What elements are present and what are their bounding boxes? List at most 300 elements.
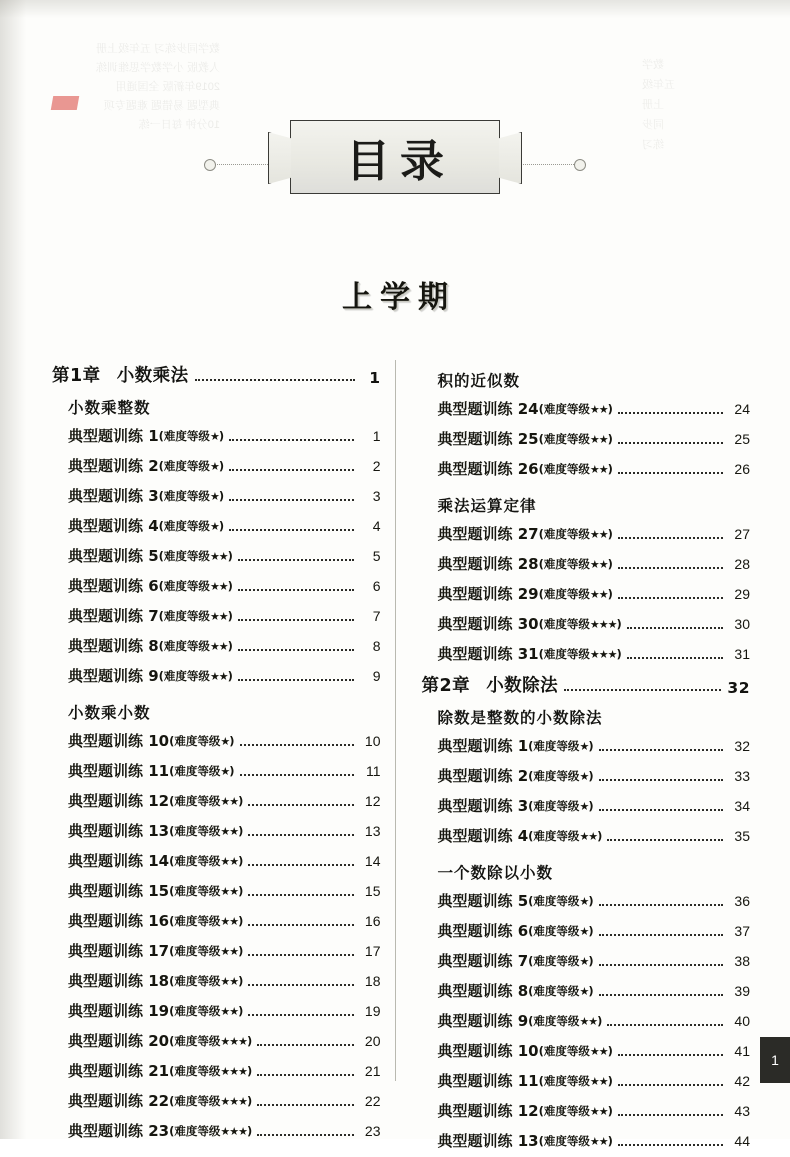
toc-entry-name: 典型题训练 5 xyxy=(68,547,159,565)
difficulty-close-paren: ) xyxy=(238,824,244,838)
toc-entry-page-number: 32 xyxy=(734,738,750,754)
difficulty-close-paren: ) xyxy=(588,954,594,968)
difficulty-text: (难度等级 xyxy=(528,954,580,968)
chapter-title: 小数除法 xyxy=(486,676,559,696)
toc-entry-name: 典型题训练 25 xyxy=(437,430,539,448)
toc-entry-row[interactable] xyxy=(438,792,751,822)
toc-entry-page-number: 18 xyxy=(364,973,381,989)
difficulty-stars-icon: ★★ xyxy=(220,1005,239,1018)
toc-entry-name: 典型题训练 26 xyxy=(437,460,539,478)
toc-section-heading: 小数乘小数 xyxy=(68,704,151,722)
difficulty-label xyxy=(159,632,233,661)
difficulty-label xyxy=(169,907,243,936)
leader-dots xyxy=(229,469,353,471)
toc-entry-name: 典型题训练 21 xyxy=(68,1062,170,1080)
difficulty-close-paren: ) xyxy=(246,1064,253,1078)
difficulty-stars-icon: ★ xyxy=(220,765,230,778)
toc-entry-name: 典型题训练 17 xyxy=(68,942,170,960)
difficulty-close-paren: ) xyxy=(227,639,233,653)
toc-entry-row[interactable] xyxy=(68,787,381,817)
difficulty-close-paren: ) xyxy=(246,1124,253,1138)
toc-entry-page-number: 11 xyxy=(365,763,381,779)
toc-entry-name: 典型题训练 2 xyxy=(437,767,529,785)
toc-entry-row[interactable] xyxy=(438,917,751,947)
difficulty-text: (难度等级 xyxy=(158,549,210,563)
toc-entry-page-number: 19 xyxy=(364,1003,381,1019)
leader-dots xyxy=(627,627,723,629)
leader-dots xyxy=(238,589,354,591)
toc-entry-row[interactable] xyxy=(438,977,751,1007)
difficulty-close-paren: ) xyxy=(607,432,613,446)
toc-entry-row[interactable] xyxy=(68,757,381,787)
leader-dots xyxy=(618,442,723,444)
difficulty-close-paren: ) xyxy=(607,1134,613,1148)
toc-entry-page-number: 44 xyxy=(734,1133,750,1149)
difficulty-close-paren: ) xyxy=(597,829,603,843)
leader-dots xyxy=(607,1024,723,1026)
difficulty-text: (难度等级 xyxy=(169,1094,221,1108)
toc-chapter-row[interactable] xyxy=(52,362,381,387)
toc-entry-page-number: 10 xyxy=(364,733,381,749)
title-banner-area xyxy=(0,120,790,210)
difficulty-label xyxy=(539,455,613,484)
leader-dots xyxy=(238,649,354,651)
difficulty-text: (难度等级 xyxy=(169,824,221,838)
difficulty-text: (难度等级 xyxy=(528,769,580,783)
toc-entry-row[interactable] xyxy=(438,580,751,610)
toc-entry-page-number: 24 xyxy=(734,401,750,417)
difficulty-label xyxy=(169,787,243,816)
difficulty-text: (难度等级 xyxy=(538,1104,590,1118)
toc-entry-row[interactable] xyxy=(438,1007,751,1037)
difficulty-stars-icon: ★★ xyxy=(579,1015,598,1028)
toc-entry-name: 典型题训练 8 xyxy=(68,637,159,655)
toc-entry-name: 典型题训练 6 xyxy=(437,922,529,940)
leader-dots xyxy=(618,567,723,569)
leader-dots xyxy=(238,559,354,561)
toc-entry-row[interactable] xyxy=(68,572,381,602)
difficulty-label xyxy=(169,1027,252,1056)
difficulty-stars-icon: ★ xyxy=(579,800,589,813)
difficulty-close-paren: ) xyxy=(588,894,594,908)
toc-entry-row[interactable] xyxy=(68,602,381,632)
difficulty-label xyxy=(159,452,224,481)
leader-dots xyxy=(618,1054,723,1056)
chapter-number: 第1章 xyxy=(52,366,101,386)
toc-entry-row[interactable] xyxy=(68,727,381,757)
leader-dots xyxy=(627,657,723,659)
leader-dots xyxy=(618,597,723,599)
difficulty-stars-icon: ★★ xyxy=(209,550,228,563)
leader-dots xyxy=(618,537,723,539)
difficulty-stars-icon: ★ xyxy=(579,955,589,968)
toc-entry-row[interactable] xyxy=(68,662,381,692)
toc-entry-row[interactable] xyxy=(438,395,751,425)
difficulty-stars-icon: ★ xyxy=(579,985,589,998)
difficulty-close-paren: ) xyxy=(238,1004,244,1018)
difficulty-close-paren: ) xyxy=(238,794,244,808)
difficulty-text: (难度等级 xyxy=(169,944,221,958)
toc-entry-page-number: 13 xyxy=(364,823,381,839)
difficulty-text: (难度等级 xyxy=(169,1124,221,1138)
difficulty-stars-icon: ★★★ xyxy=(589,648,617,661)
toc-entry-page-number: 20 xyxy=(364,1033,381,1049)
difficulty-label xyxy=(169,997,243,1026)
toc-entry-name: 典型题训练 11 xyxy=(437,1072,539,1090)
difficulty-close-paren: ) xyxy=(607,587,613,601)
difficulty-stars-icon: ★★ xyxy=(589,403,608,416)
toc-entry-page-number: 4 xyxy=(372,518,381,534)
banner-dot-right-icon xyxy=(574,159,586,171)
difficulty-stars-icon: ★★ xyxy=(209,670,228,683)
difficulty-stars-icon: ★★ xyxy=(220,825,239,838)
toc-entry-page-number: 33 xyxy=(734,768,750,784)
leader-dots xyxy=(618,1114,723,1116)
difficulty-text: (难度等级 xyxy=(538,462,590,476)
difficulty-close-paren: ) xyxy=(588,769,594,783)
toc-entry-row[interactable] xyxy=(68,817,381,847)
difficulty-label xyxy=(528,887,593,916)
difficulty-label xyxy=(169,937,243,966)
difficulty-text: (难度等级 xyxy=(538,617,590,631)
difficulty-stars-icon: ★★ xyxy=(589,1105,608,1118)
difficulty-stars-icon: ★★ xyxy=(589,1075,608,1088)
difficulty-close-paren: ) xyxy=(238,914,244,928)
difficulty-text: (难度等级 xyxy=(169,884,221,898)
difficulty-close-paren: ) xyxy=(607,1104,613,1118)
toc-entry-name: 典型题训练 20 xyxy=(68,1032,170,1050)
toc-entry-row[interactable] xyxy=(438,640,751,670)
difficulty-close-paren: ) xyxy=(597,1014,603,1028)
difficulty-close-paren: ) xyxy=(616,647,622,661)
toc-entry-row[interactable] xyxy=(68,1027,381,1057)
toc-entry-name: 典型题训练 10 xyxy=(437,1042,539,1060)
chapter-title: 小数乘法 xyxy=(116,366,189,386)
toc-entry-row[interactable] xyxy=(438,732,751,762)
difficulty-close-paren: ) xyxy=(246,1034,253,1048)
toc-entry-name: 典型题训练 11 xyxy=(68,762,170,780)
difficulty-label xyxy=(159,572,233,601)
toc-entry-name: 典型题训练 6 xyxy=(68,577,159,595)
difficulty-stars-icon: ★ xyxy=(220,735,230,748)
difficulty-close-paren: ) xyxy=(607,1074,613,1088)
difficulty-stars-icon: ★★ xyxy=(589,433,608,446)
toc-entry-row[interactable] xyxy=(68,877,381,907)
difficulty-stars-icon: ★★ xyxy=(589,463,608,476)
toc-entry-row[interactable] xyxy=(68,422,381,452)
difficulty-text: (难度等级 xyxy=(538,432,590,446)
difficulty-label xyxy=(539,1067,613,1096)
toc-entry-row[interactable] xyxy=(438,610,751,640)
difficulty-label xyxy=(169,967,243,996)
toc-entry-name: 典型题训练 13 xyxy=(68,822,170,840)
leader-dots xyxy=(618,1144,723,1146)
toc-section-heading: 乘法运算定律 xyxy=(437,497,537,515)
toc-entry-page-number: 14 xyxy=(364,853,381,869)
difficulty-stars-icon: ★★ xyxy=(589,588,608,601)
difficulty-label xyxy=(539,395,613,424)
difficulty-close-paren: ) xyxy=(607,557,613,571)
difficulty-text: (难度等级 xyxy=(158,429,210,443)
toc-entry-row[interactable] xyxy=(438,762,751,792)
difficulty-text: (难度等级 xyxy=(528,984,580,998)
semester-heading: 上学期 xyxy=(342,280,456,315)
difficulty-stars-icon: ★ xyxy=(579,895,589,908)
page-title: 目录 xyxy=(346,136,454,187)
difficulty-label xyxy=(528,762,593,791)
leader-dots xyxy=(257,1134,353,1136)
leader-dots xyxy=(618,412,723,414)
difficulty-text: (难度等级 xyxy=(528,1014,580,1028)
difficulty-text: (难度等级 xyxy=(169,1064,221,1078)
toc-entry-name: 典型题训练 1 xyxy=(68,427,159,445)
difficulty-text: (难度等级 xyxy=(538,1074,590,1088)
difficulty-label xyxy=(169,757,234,786)
difficulty-label xyxy=(169,1087,252,1116)
toc-entry-page-number: 21 xyxy=(364,1063,381,1079)
toc-entry-name: 典型题训练 9 xyxy=(437,1012,529,1030)
toc-entry-row[interactable] xyxy=(68,1057,381,1087)
difficulty-stars-icon: ★ xyxy=(579,770,589,783)
chapter-number: 第2章 xyxy=(421,676,471,696)
leader-dots xyxy=(248,804,353,806)
toc-entry-name: 典型题训练 12 xyxy=(68,792,170,810)
toc-entry-row[interactable] xyxy=(438,1067,751,1097)
toc-entry-row[interactable] xyxy=(68,1117,381,1147)
difficulty-close-paren: ) xyxy=(616,617,622,631)
leader-dots xyxy=(618,472,723,474)
toc-entry-name: 典型题训练 16 xyxy=(68,912,170,930)
toc-entry-row[interactable] xyxy=(68,967,381,997)
difficulty-stars-icon: ★ xyxy=(209,430,219,443)
difficulty-text: (难度等级 xyxy=(158,519,210,533)
difficulty-label xyxy=(528,792,593,821)
difficulty-stars-icon: ★★ xyxy=(589,1045,608,1058)
difficulty-stars-icon: ★★ xyxy=(209,640,228,653)
difficulty-stars-icon: ★ xyxy=(209,460,219,473)
difficulty-label xyxy=(159,602,233,631)
difficulty-stars-icon: ★★ xyxy=(220,795,239,808)
toc-title-plaque xyxy=(290,120,500,194)
leader-dots xyxy=(248,864,353,866)
toc-entry-row[interactable] xyxy=(438,1037,751,1067)
difficulty-label xyxy=(528,732,593,761)
toc-entry-page-number: 5 xyxy=(372,548,381,564)
toc-entry-name: 典型题训练 14 xyxy=(68,852,170,870)
difficulty-stars-icon: ★★★ xyxy=(220,1065,247,1078)
difficulty-text: (难度等级 xyxy=(528,739,580,753)
toc-entry-page-number: 1 xyxy=(372,428,381,444)
difficulty-stars-icon: ★★ xyxy=(220,945,239,958)
toc-entry-row[interactable] xyxy=(68,482,381,512)
toc-entry-row[interactable] xyxy=(68,1087,381,1117)
leader-dots xyxy=(229,529,353,531)
difficulty-close-paren: ) xyxy=(238,854,244,868)
difficulty-stars-icon: ★★ xyxy=(589,528,608,541)
toc-chapter-row[interactable] xyxy=(422,672,751,697)
leader-dots xyxy=(599,994,723,996)
toc-entry-row[interactable] xyxy=(438,887,751,917)
difficulty-label xyxy=(539,640,622,669)
difficulty-text: (难度等级 xyxy=(538,587,590,601)
difficulty-label xyxy=(528,947,593,976)
toc-entry-page-number: 26 xyxy=(734,461,750,477)
leader-dots xyxy=(599,964,723,966)
toc-section-heading: 积的近似数 xyxy=(437,372,521,390)
difficulty-label xyxy=(539,1097,613,1126)
toc-entry-row[interactable] xyxy=(438,520,751,550)
leader-dots xyxy=(240,774,354,776)
toc-entry-name: 典型题训练 15 xyxy=(68,882,170,900)
difficulty-text: (难度等级 xyxy=(169,794,221,808)
difficulty-text: (难度等级 xyxy=(169,764,221,778)
leader-dots xyxy=(257,1074,353,1076)
difficulty-text: (难度等级 xyxy=(169,1034,221,1048)
difficulty-close-paren: ) xyxy=(588,924,594,938)
toc-entry-row[interactable] xyxy=(68,452,381,482)
difficulty-text: (难度等级 xyxy=(538,402,590,416)
difficulty-label xyxy=(539,610,622,639)
difficulty-stars-icon: ★★ xyxy=(220,855,239,868)
toc-entry-row[interactable] xyxy=(68,997,381,1027)
toc-entry-page-number: 28 xyxy=(734,556,750,572)
toc-entry-page-number: 30 xyxy=(734,616,750,632)
toc-entry-row[interactable] xyxy=(438,822,751,852)
toc-entry-name: 典型题训练 7 xyxy=(68,607,159,625)
toc-entry-row[interactable] xyxy=(68,847,381,877)
difficulty-label xyxy=(169,1057,252,1086)
difficulty-close-paren: ) xyxy=(588,739,594,753)
toc-section-heading: 一个数除以小数 xyxy=(437,864,554,882)
difficulty-stars-icon: ★★ xyxy=(220,975,239,988)
toc-entry-name: 典型题训练 1 xyxy=(437,737,529,755)
toc-entry-page-number: 2 xyxy=(372,458,381,474)
toc-entry-page-number: 27 xyxy=(734,526,750,542)
leader-dots xyxy=(599,809,723,811)
difficulty-stars-icon: ★★ xyxy=(209,580,228,593)
toc-entry-row[interactable] xyxy=(68,512,381,542)
difficulty-stars-icon: ★ xyxy=(209,520,219,533)
toc-entry-row[interactable] xyxy=(438,425,751,455)
difficulty-text: (难度等级 xyxy=(528,924,580,938)
difficulty-close-paren: ) xyxy=(607,402,613,416)
toc-entry-name: 典型题训练 2 xyxy=(68,457,159,475)
toc-entry-name: 典型题训练 22 xyxy=(68,1092,170,1110)
toc-entry-page-number: 38 xyxy=(734,953,750,969)
leader-dots xyxy=(248,894,353,896)
difficulty-close-paren: ) xyxy=(607,1044,613,1058)
toc-entry-page-number: 35 xyxy=(734,828,750,844)
difficulty-label xyxy=(528,977,593,1006)
toc-entry-page-number: 9 xyxy=(372,668,381,684)
toc-entry-row[interactable] xyxy=(68,907,381,937)
toc-entry-page-number: 22 xyxy=(364,1093,381,1109)
difficulty-text: (难度等级 xyxy=(158,459,210,473)
toc-entry-page-number: 36 xyxy=(734,893,750,909)
toc-entry-name: 典型题训练 5 xyxy=(437,892,529,910)
toc-entry-name: 典型题训练 31 xyxy=(437,645,539,663)
difficulty-text: (难度等级 xyxy=(528,829,580,843)
difficulty-stars-icon: ★★ xyxy=(220,885,239,898)
difficulty-label xyxy=(528,917,593,946)
difficulty-text: (难度等级 xyxy=(528,799,580,813)
toc-entry-page-number: 40 xyxy=(734,1013,750,1029)
leader-dots xyxy=(257,1104,353,1106)
toc-entry-name: 典型题训练 24 xyxy=(437,400,539,418)
reverse-side-bleed-right: 数学 五年级 上册 同步 练习 xyxy=(642,59,675,151)
difficulty-text: (难度等级 xyxy=(158,609,210,623)
toc-section-heading: 除数是整数的小数除法 xyxy=(437,709,603,727)
toc-entry-row[interactable] xyxy=(438,947,751,977)
difficulty-close-paren: ) xyxy=(218,459,225,473)
leader-dots xyxy=(229,499,353,501)
toc-entry-name: 典型题训练 7 xyxy=(437,952,529,970)
toc-entry-page-number: 42 xyxy=(734,1073,750,1089)
toc-entry-name: 典型题训练 4 xyxy=(437,827,529,845)
difficulty-text: (难度等级 xyxy=(528,894,580,908)
toc-entry-page-number: 29 xyxy=(734,586,750,602)
difficulty-text: (难度等级 xyxy=(158,639,210,653)
difficulty-close-paren: ) xyxy=(227,549,233,563)
difficulty-text: (难度等级 xyxy=(169,734,221,748)
reverse-side-bleed-left: 数学同步练习 五年级上册 人教版 小学数学思维训练 2019年新版 全国通用 典型题 易错题 难题专项 10分钟 每日一练 xyxy=(95,43,220,131)
toc-entry-page-number: 16 xyxy=(364,913,381,929)
difficulty-text: (难度等级 xyxy=(538,1044,590,1058)
chapter-page-number: 32 xyxy=(727,679,750,697)
difficulty-text: (难度等级 xyxy=(538,647,590,661)
toc-entry-row[interactable] xyxy=(438,1127,751,1157)
toc-entry-page-number: 43 xyxy=(734,1103,750,1119)
toc-entry-page-number: 12 xyxy=(364,793,381,809)
toc-column-left xyxy=(52,360,396,1140)
difficulty-stars-icon: ★★★ xyxy=(220,1035,247,1048)
toc-entry-row[interactable] xyxy=(438,455,751,485)
toc-entry-row[interactable] xyxy=(68,937,381,967)
toc-entry-row[interactable] xyxy=(68,632,381,662)
toc-entry-row[interactable] xyxy=(438,1097,751,1127)
toc-column-right xyxy=(396,360,751,1150)
toc-entry-row[interactable] xyxy=(438,550,751,580)
difficulty-text: (难度等级 xyxy=(538,557,590,571)
difficulty-text: (难度等级 xyxy=(158,489,210,503)
difficulty-text: (难度等级 xyxy=(538,1134,590,1148)
banner-dot-left-icon xyxy=(204,159,216,171)
difficulty-close-paren: ) xyxy=(227,669,233,683)
difficulty-close-paren: ) xyxy=(246,1094,253,1108)
difficulty-close-paren: ) xyxy=(607,462,613,476)
toc-entry-name: 典型题训练 3 xyxy=(68,487,159,505)
difficulty-close-paren: ) xyxy=(238,974,244,988)
difficulty-label xyxy=(539,520,613,549)
difficulty-stars-icon: ★ xyxy=(579,740,589,753)
difficulty-stars-icon: ★★ xyxy=(589,558,608,571)
difficulty-close-paren: ) xyxy=(607,527,613,541)
difficulty-close-paren: ) xyxy=(238,884,244,898)
toc-entry-name: 典型题训练 8 xyxy=(437,982,529,1000)
toc-entry-row[interactable] xyxy=(68,542,381,572)
toc-entry-page-number: 17 xyxy=(364,943,381,959)
leader-dots xyxy=(599,904,723,906)
difficulty-label xyxy=(169,727,234,756)
toc-entry-page-number: 3 xyxy=(372,488,381,504)
leader-dots xyxy=(248,1014,353,1016)
difficulty-close-paren: ) xyxy=(588,799,594,813)
page-number-tab: 1 xyxy=(760,1037,790,1083)
leader-dots xyxy=(195,379,355,381)
difficulty-label xyxy=(159,542,233,571)
toc-entry-name: 典型题训练 30 xyxy=(437,615,539,633)
leader-dots xyxy=(618,1084,723,1086)
